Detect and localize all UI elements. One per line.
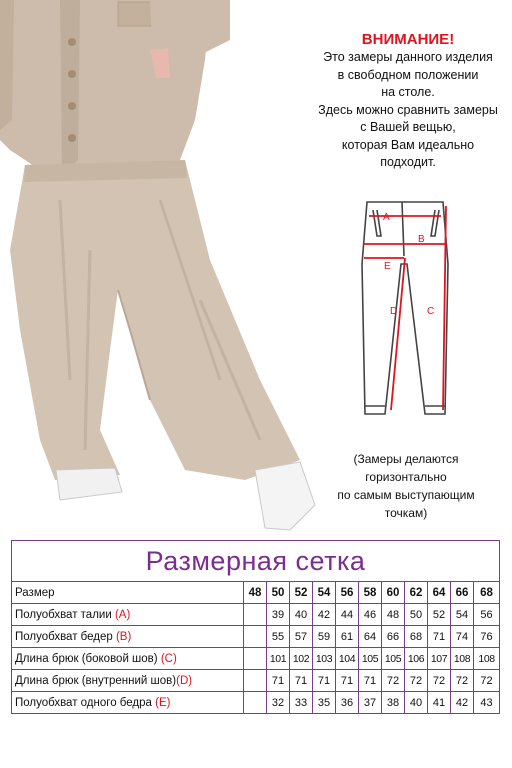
measurement-value: 61 (336, 626, 359, 648)
measurement-value: 71 (290, 670, 313, 692)
measurement-label (12, 626, 244, 648)
measurement-value (244, 626, 267, 648)
size-header: 66 (451, 582, 474, 604)
title-row (12, 541, 500, 582)
measurement-value: 40 (405, 692, 428, 714)
chart-title: Размерная сетка (12, 541, 500, 582)
measurement-label (12, 670, 244, 692)
measurement-name: Длина брюк (внутренний шов) (15, 674, 177, 687)
measurement-value: 55 (267, 626, 290, 648)
measurement-value: 72 (428, 670, 451, 692)
measurement-code: (C) (160, 652, 177, 665)
measurement-label (12, 692, 244, 714)
measurement-value: 66 (382, 626, 405, 648)
size-header: 54 (313, 582, 336, 604)
size-chart (11, 540, 499, 732)
measurement-code: (B) (115, 630, 132, 643)
size-header: 60 (382, 582, 405, 604)
measurement-label (12, 604, 244, 626)
table-row (12, 692, 500, 714)
measurement-value: 40 (290, 604, 313, 626)
measurement-value: 74 (451, 626, 474, 648)
measurement-value: 72 (451, 670, 474, 692)
table-row (12, 670, 500, 692)
measurement-value: 35 (313, 692, 336, 714)
trousers (10, 160, 300, 480)
measurement-value: 71 (313, 670, 336, 692)
measurement-value (244, 604, 267, 626)
notice-line: подходит. (380, 155, 436, 169)
measurement-value: 103 (313, 648, 336, 670)
size-header: 52 (290, 582, 313, 604)
measurement-value: 71 (428, 626, 451, 648)
measurement-value: 72 (405, 670, 428, 692)
measurement-value: 39 (267, 604, 290, 626)
measurement-name: Полуобхват одного бедра (15, 696, 156, 709)
measurement-value: 71 (336, 670, 359, 692)
measurement-value: 105 (382, 648, 405, 670)
size-header: 50 (267, 582, 290, 604)
notice-block (308, 30, 508, 172)
notice-line: которая Вам идеально (341, 137, 475, 152)
measurement-value: 37 (359, 692, 382, 714)
measurement-value: 106 (405, 648, 428, 670)
measurement-rows (12, 604, 500, 714)
size-header-label: Размер (12, 582, 244, 604)
note-line: по самым выступающим (337, 488, 475, 502)
measurement-value: 57 (290, 626, 313, 648)
measurement-value: 72 (474, 670, 500, 692)
label-d: D (390, 306, 398, 317)
measurement-value (244, 648, 267, 670)
label-c: C (427, 306, 435, 317)
measurement-value: 46 (359, 604, 382, 626)
measurement-value: 64 (359, 626, 382, 648)
measurement-note (300, 450, 512, 522)
measurement-code: (A) (114, 608, 131, 621)
warning-title: ВНИМАНИЕ! (361, 31, 455, 48)
measurement-value: 68 (405, 626, 428, 648)
measurement-value: 71 (267, 670, 290, 692)
sneakers (56, 462, 315, 530)
measurement-value: 43 (474, 692, 500, 714)
measurement-value: 108 (474, 648, 500, 670)
measurement-code: (D) (176, 674, 193, 687)
measurement-value: 102 (290, 648, 313, 670)
measurement-value: 36 (336, 692, 359, 714)
measurement-value: 71 (359, 670, 382, 692)
measurement-value: 76 (474, 626, 500, 648)
measurement-value: 72 (382, 670, 405, 692)
measurement-code: (E) (155, 696, 171, 709)
measurement-value (244, 692, 267, 714)
size-header: 58 (359, 582, 382, 604)
measurement-name: Длина брюк (боковой шов) (15, 652, 161, 665)
measurement-value: 101 (267, 648, 290, 670)
trouser-outline (362, 202, 448, 414)
shirt (0, 0, 230, 185)
trouser-measurement-diagram (355, 196, 455, 424)
measurement-value: 42 (313, 604, 336, 626)
notice-line: с Вашей вещью, (360, 120, 456, 134)
measurement-value: 44 (336, 604, 359, 626)
note-line: точкам) (384, 506, 428, 520)
measurement-value: 107 (428, 648, 451, 670)
label-b: B (418, 234, 425, 245)
notice-line: на столе. (381, 85, 435, 99)
measurement-name: Полуобхват талии (15, 608, 115, 621)
notice-line: Это замеры данного изделия (323, 50, 493, 64)
measurement-value: 52 (428, 604, 451, 626)
measurement-value: 105 (359, 648, 382, 670)
measurement-value: 32 (267, 692, 290, 714)
measurement-value: 56 (474, 604, 500, 626)
measurement-value: 59 (313, 626, 336, 648)
label-e: E (384, 261, 391, 272)
notice-line: Здесь можно сравнить замеры (318, 102, 498, 117)
measurement-value: 41 (428, 692, 451, 714)
size-header: 62 (405, 582, 428, 604)
product-photo (0, 0, 320, 540)
size-header: 48 (244, 582, 267, 604)
measurement-value: 50 (405, 604, 428, 626)
measurement-value: 33 (290, 692, 313, 714)
size-header: 56 (336, 582, 359, 604)
size-header: 64 (428, 582, 451, 604)
table-row (12, 604, 500, 626)
notice-line: в свободном положении (337, 67, 479, 82)
measurement-value: 54 (451, 604, 474, 626)
measurement-value: 42 (451, 692, 474, 714)
label-a: A (383, 212, 390, 223)
measurement-name: Полуобхват бедер (15, 630, 116, 643)
measurement-value: 108 (451, 648, 474, 670)
size-chart-table (11, 540, 500, 714)
measurement-value (244, 670, 267, 692)
measurement-value: 104 (336, 648, 359, 670)
measurement-value: 48 (382, 604, 405, 626)
table-row (12, 626, 500, 648)
measurement-value: 38 (382, 692, 405, 714)
size-header: 68 (474, 582, 500, 604)
measurement-label (12, 648, 244, 670)
size-header-row (12, 582, 500, 604)
note-line: (Замеры делаются (353, 452, 459, 466)
note-line: горизонтально (365, 470, 447, 484)
table-row (12, 648, 500, 670)
